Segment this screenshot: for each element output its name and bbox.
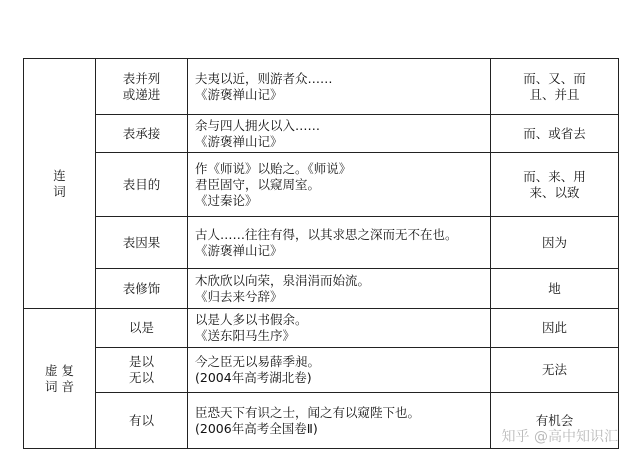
- meaning-label: 地: [548, 280, 561, 296]
- meaning-cell: [491, 59, 619, 115]
- example-line: 《游褒禅山记》: [195, 86, 283, 102]
- usage-cell: [96, 393, 188, 449]
- meaning-label: 而、来、用: [523, 168, 586, 184]
- table-row: [24, 153, 619, 217]
- example-line: 木欣欣以向荣，泉涓涓而始流。: [195, 272, 371, 288]
- usage-label: 或递进: [122, 86, 161, 102]
- usage-label: 以是: [128, 320, 154, 335]
- example-cell: [188, 115, 491, 153]
- example-line: 《游褒禅山记》: [195, 133, 283, 149]
- example-line: 《送东阳马生序》: [195, 328, 296, 343]
- meaning-cell: [491, 269, 619, 309]
- meaning-cell: [491, 348, 619, 393]
- usage-label: 表承接: [122, 125, 161, 141]
- usage-cell: [96, 217, 188, 269]
- example-line: (2006年高考全国卷Ⅱ): [195, 420, 318, 436]
- category-label: 词 音: [45, 378, 74, 394]
- example-line: 今之臣无以易薛季昶。: [195, 354, 321, 369]
- example-cell: [188, 153, 491, 217]
- example-cell: [188, 348, 491, 393]
- watermark: 知乎 @高中知识汇: [501, 429, 618, 445]
- meaning-label: 因此: [541, 320, 567, 335]
- usage-cell: [96, 309, 188, 348]
- meaning-label: 来、以致: [529, 184, 580, 200]
- meaning-label: 无法: [541, 362, 567, 377]
- usage-cell: [96, 153, 188, 217]
- category-label: 词: [53, 183, 66, 199]
- example-line: 以是人多以书假余。: [195, 312, 308, 327]
- meaning-label: 且、并且: [529, 86, 580, 102]
- category-cell: [24, 309, 96, 449]
- usage-label: 表修饰: [122, 280, 161, 296]
- meaning-cell: [491, 115, 619, 153]
- usage-label: 是以: [128, 354, 154, 369]
- example-cell: [188, 269, 491, 309]
- table-row: [24, 217, 619, 269]
- example-line: 夫夷以近，则游者众……: [195, 70, 333, 86]
- table-body: [24, 59, 619, 449]
- example-line: (2004年高考湖北卷): [195, 370, 312, 385]
- example-line: 《归去来兮辞》: [195, 288, 283, 304]
- table-row: [24, 115, 619, 153]
- usage-cell: [96, 59, 188, 115]
- usage-cell: [96, 115, 188, 153]
- usage-label: 有以: [128, 412, 154, 428]
- usage-label: 表目的: [122, 176, 161, 192]
- category-label: 虚 复: [45, 362, 74, 378]
- example-cell: [188, 217, 491, 269]
- category-label: 连: [53, 167, 66, 183]
- example-cell: [188, 393, 491, 449]
- usage-cell: [96, 269, 188, 309]
- example-line: 臣恐天下有识之士，闻之有以窥陛下也。: [195, 404, 421, 420]
- table-row: [24, 269, 619, 309]
- table-row: [24, 348, 619, 393]
- meaning-cell: [491, 217, 619, 269]
- example-line: 作《师说》以贻之。《师说》: [195, 160, 352, 176]
- meaning-cell: [491, 309, 619, 348]
- example-cell: [188, 309, 491, 348]
- meaning-label: 而、又、而: [523, 70, 586, 86]
- example-line: 《游褒禅山记》: [195, 242, 283, 258]
- usage-label: 无以: [128, 370, 154, 385]
- usage-cell: [96, 348, 188, 393]
- meaning-cell: [491, 153, 619, 217]
- example-line: 《过秦论》: [195, 192, 258, 208]
- example-line: 余与四人拥火以入……: [195, 117, 321, 133]
- table-row: [24, 309, 619, 348]
- usage-label: 表并列: [122, 70, 161, 86]
- meaning-label: 因为: [541, 234, 567, 250]
- example-line: 君臣固守，以窥周室。: [195, 176, 321, 192]
- meaning-label: 有机会: [535, 412, 574, 428]
- usage-label: 表因果: [122, 234, 161, 250]
- example-cell: [188, 59, 491, 115]
- category-cell: [24, 59, 96, 309]
- table-row: [24, 59, 619, 115]
- meaning-label: 而、或省去: [523, 125, 586, 141]
- example-line: 古人……往往有得，以其求思之深而无不在也。: [195, 226, 458, 242]
- grammar-table: [23, 58, 619, 449]
